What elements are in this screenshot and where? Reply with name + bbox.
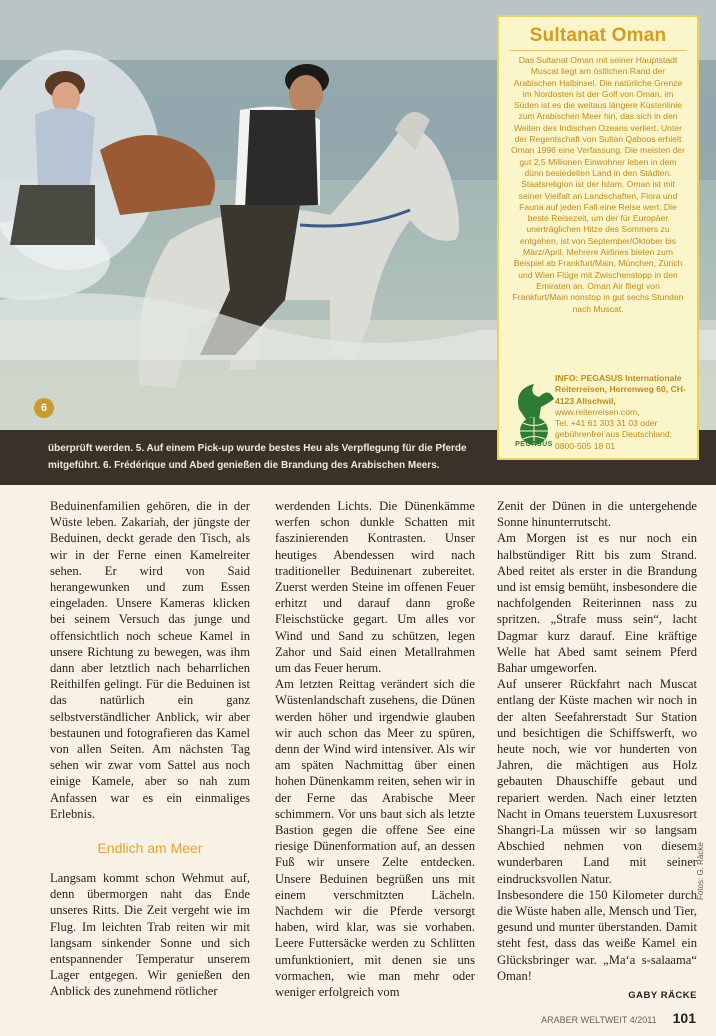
- col1-paragraph-1: Beduinenfamilien gehören, die in der Wüste leben. Zakariah, der jüngste der Beduinen, deckt gerade den Tisch, als wir in der Ferne einen Kamelreiter sehen. Er wird von Said herangewunken und zum Essen eingeladen. Unsere Kameras klicken bei seinem Versuch das junge und offensichtlich noch scheue Kamel in unsere Richtung zu bewegen, was ihm dann aber letztlich nach beharrlichen Reithilfen gelingt. Für die Beduinen ist das natürlich ein ganz selbstverständlicher Anblick, wir aber bestaunen und fotografieren das Kamel von allen Seiten. Am nächsten Tag sehen wir zwar vom Sattel aus noch einige Kamele, aber so nah zum Anfassen war es ein einmaliges Erlebnis.: [50, 499, 250, 821]
- info-contact-heading: INFO: PEGASUS Internationale Reiterreisen, Herrenweg 60, CH-4123 Allschwil,: [555, 373, 686, 406]
- text-column-1: [50, 498, 250, 1000]
- info-contact-web[interactable]: www.reiterreisen.com,: [555, 406, 640, 417]
- photo-number-badge: 6: [34, 398, 54, 418]
- pegasus-logo-text: PEGASUS: [515, 441, 553, 448]
- caption-line-2: mitgeführt. 6. Frédérique und Abed genießen die Brandung des Arabischen Meers.: [48, 460, 440, 471]
- col2-paragraph-2: Am letzten Reittag verändert sich die Wüstenlandschaft zusehens, die Dünen werden höher und irgendwie glauben wir auch schon das Meer zu spüren, denn der Wind wird intensiver. Als wir am späten Nachmittag über einen hohen Dünenkamm reiten, sehen wir in der Ferne das Arabische Meer schimmern. Vor uns baut sich als letzte Bastion gegen die offene See eine riesige Dünenformation auf, an dessen Fuß wir unsere Zelte entdecken. Unsere Beduinen begrüßen uns mit einem verschmitzten Lächeln. Nachdem wir die Pferde versorgt haben, wird klar, was sie vorhaben. Leere Futtersäcke werden zu Schlitten umfunktioniert, mit denen sie uns vormachen, wie man mehr oder weniger erfolgreich vom: [275, 677, 475, 1000]
- magazine-issue: ARABER WELTWEIT 4/2011: [541, 1015, 657, 1025]
- info-box-sultanat-oman: [497, 15, 699, 460]
- page-footer: [541, 1010, 696, 1026]
- col1-paragraph-2: Langsam kommt schon Wehmut auf, denn übermorgen naht das Ende unseres Ritts. Die Zeit vergeht wie im Flug. Im leichten Trab reiten wir mit langsam sinkender Sonne und sich entspannender Temperatur unserem Lager entgegen. Wir genießen den Anblick des zunehmend rötlicher: [50, 871, 250, 999]
- section-heading-endlich-am-meer: Endlich am Meer: [97, 840, 203, 857]
- col2-paragraph-1: werdenden Lichts. Die Dünenkämme werfen schon dunkle Schatten mit faszinierenden Kontrasten. Unser heutiges Abendessen wird nach traditioneller Beduinenart zubereitet. Zuerst werden Steine im offenen Feuer erhitzt und darauf dann große Fleischstücke gegart. Um alles vor Wind und Sand zu schützen, legen Zahor und Said einen Metallrahmen um das Feuer herum.: [275, 499, 475, 676]
- text-column-2: [275, 498, 475, 1000]
- col3-paragraph-4: Insbesondere die 150 Kilometer durch die Wüste haben alle, Mensch und Tier, gesund und munter überstanden. Damit steht fest, dass das weiße Kamel ein Glücksbringer war. „Ma‘a s-salaama“ Oman!: [497, 887, 697, 983]
- page-number: 101: [672, 1010, 696, 1026]
- col3-paragraph-1: Zenit der Dünen in die untergehende Sonne hinunterrutscht.: [497, 499, 697, 530]
- info-contact-tel: Tel. +41 61 303 31 03 oder gebührenfrei aus Deutschland: 0800-505 18 01: [555, 418, 673, 451]
- col3-paragraph-3: Auf unserer Rückfahrt nach Muscat entlang der Küste machen wir noch in der alten Seefahrerstadt Sur Station und besichtigen die Schiffswerft, wo heute noch, wie vor hunderten von Jahren, die mächtigen aus Holz gebauten Dhauschiffe gebaut und repariert werden. Nach einer letzten Nacht in Omans teuerstem Luxusresort Shangri-La müssen wir so langsam Abschied nehmen von diesem wunderbaren Land mit seiner eindrucksvollen Natur.: [497, 677, 697, 886]
- caption-line-1: überprüft werden. 5. Auf einem Pick-up wurde bestes Heu als Verpflegung für die Pferde: [48, 443, 467, 454]
- info-box-divider: [509, 50, 687, 51]
- author-byline: GABY RÄCKE: [628, 990, 697, 1002]
- info-box-title: Sultanat Oman: [529, 25, 667, 46]
- col3-paragraph-2: Am Morgen ist es nur noch ein halbstündiger Ritt bis zum Strand. Abed reitet als erster in die Brandung und ist emsig bemüht, insbesondere die nachfolgenden Reiterinnen nass zu spritzen. „Strafe muss sein“, lacht Dagmar kurz darauf. Eine kräftige Welle hat Abed samt seinem Pferd Bahar umgeworfen.: [497, 531, 697, 676]
- info-contact-text: [555, 373, 691, 452]
- info-box-body: Das Sultanat Oman mit seiner Hauptstadt Muscat liegt am östlichen Rand der Arabischen Halbinsel. Die natürliche Grenze im Nordosten ist der Golf von Oman, im Süden ist es die weitaus längere Küstenlinie zum Arabischen Meer hin, das sich in den Weiten des Indischen Ozeans verliert. Unter der Regentschaft von Sultan Qaboos erhielt Oman 1996 eine Verfassung. Die meisten der gut 2,5 Millionen Einwohner leben in dem dünn besiedelten Land in den Städten. Staatsreligion ist der Islam. Oman ist mit seiner Vielfalt an Landschaften, Flora und Fauna auf jeden Fall eine Reise wert. Die beste Reisezeit, um der für Europäer unerträglichen Hitze des Sommers zu entgehen, ist von September/Oktober bis März/April. Mehrere Airlines bieten zum Beispiel ab Frankfurt/Main, München, Zürich und Wien Flüge mit Zwischenstopp in den Emiraten an. Oman Air fliegt von Frankfurt/Main nonstop in gut sechs Stunden nach Muscat.: [511, 55, 685, 314]
- text-column-3: [497, 498, 697, 1001]
- photo-credit: Fotos: G. Räcke: [696, 842, 705, 900]
